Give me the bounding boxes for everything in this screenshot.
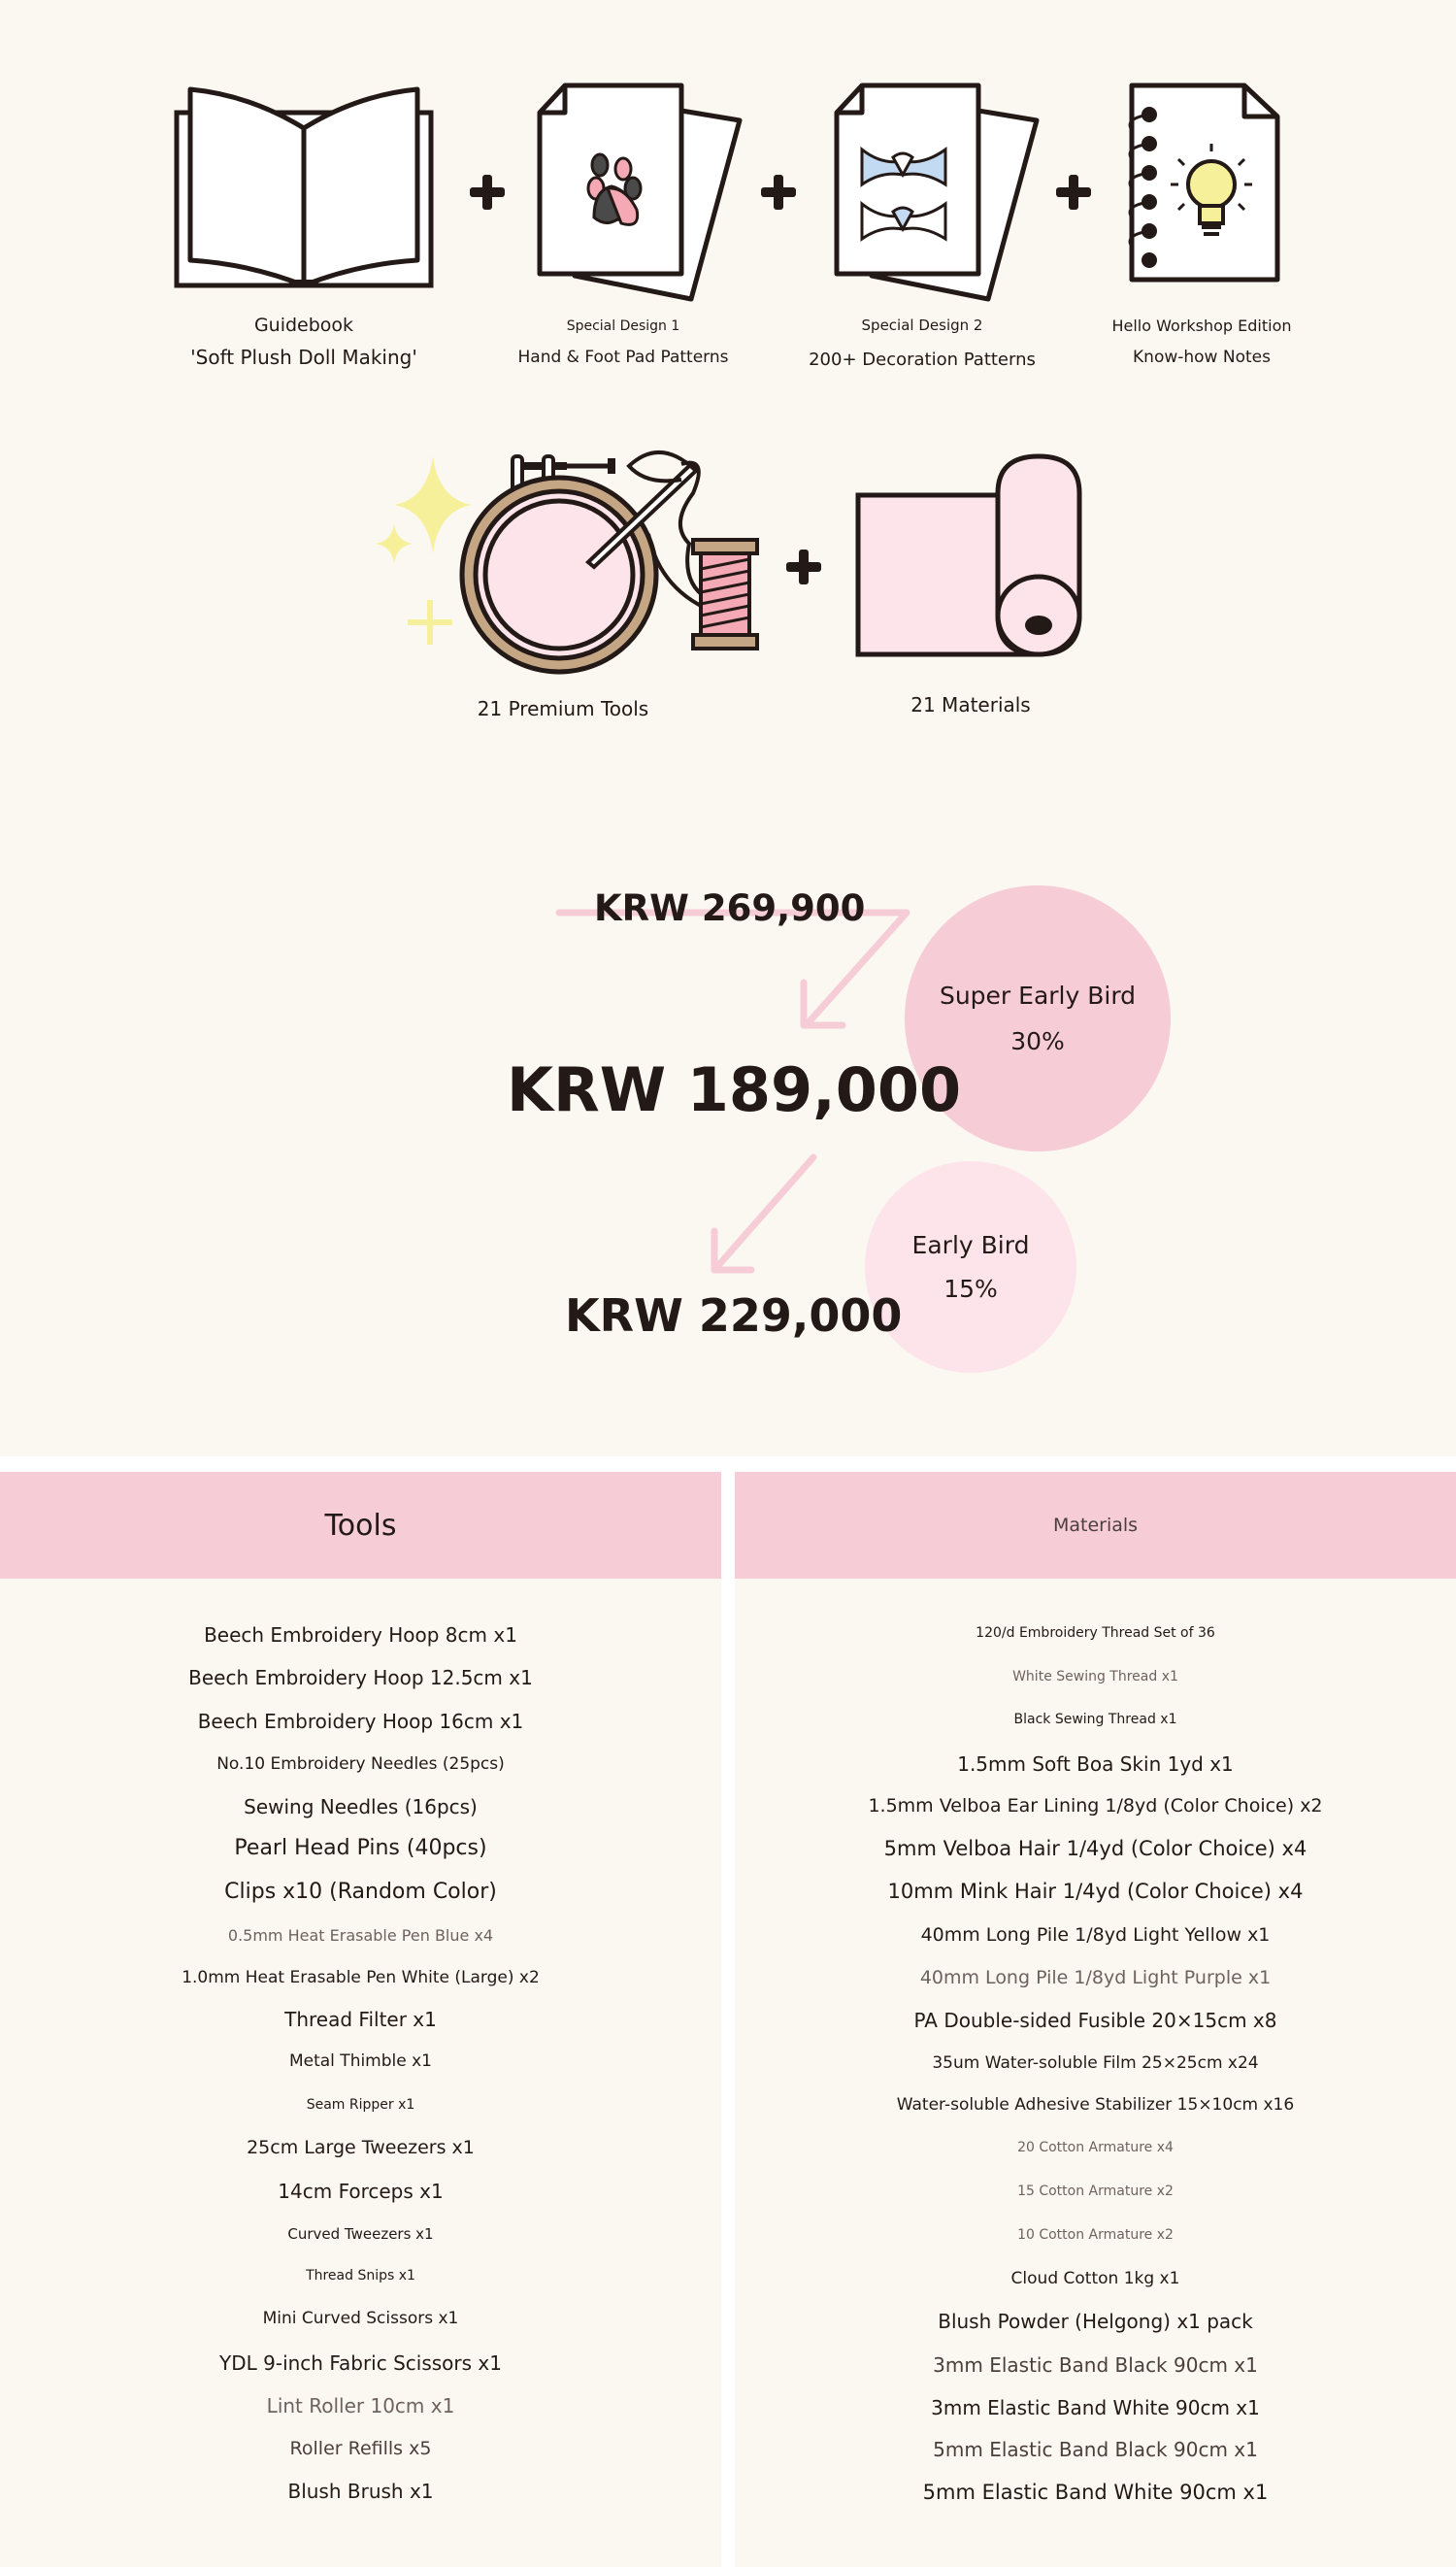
kit-materials-label: 21 Materials <box>910 693 1031 717</box>
list-item: Black Sewing Thread x1 <box>1013 1712 1177 1727</box>
list-item: Roller Refills x5 <box>289 2438 432 2459</box>
materials-title: Materials <box>1052 1515 1139 1536</box>
list-item: Beech Embroidery Hoop 8cm x1 <box>204 1623 517 1647</box>
super-early-bird-discount: 30% <box>1010 1027 1065 1055</box>
bow-pattern-icon <box>833 82 1046 305</box>
section-divider <box>0 1456 1456 1472</box>
early-bird-price: KRW 229,000 <box>565 1289 903 1342</box>
list-item: 5mm Velboa Hair 1/4yd (Color Choice) x4 <box>883 1837 1307 1860</box>
list-item: 20 Cotton Armature x4 <box>1017 2140 1174 2155</box>
plus-icon <box>759 173 798 212</box>
list-item: 5mm Elastic Band Black 90cm x1 <box>933 2438 1258 2461</box>
component-2-title: Special Design 1 <box>566 318 680 334</box>
list-item: 15 Cotton Armature x2 <box>1017 2184 1174 2199</box>
component-1-subtitle: 'Soft Plush Doll Making' <box>190 346 417 369</box>
list-item: No.10 Embroidery Needles (25pcs) <box>216 1754 505 1774</box>
list-item: 10 Cotton Armature x2 <box>1017 2227 1174 2243</box>
thread-spool-icon <box>689 536 761 652</box>
tools-header <box>0 1472 721 1579</box>
plus-icon <box>468 173 507 212</box>
list-item: Water-soluble Adhesive Stabilizer 15×10cm x16 <box>896 2095 1295 2115</box>
super-early-bird-price: KRW 189,000 <box>507 1054 962 1125</box>
tools-title: Tools <box>324 1508 397 1543</box>
paw-pattern-icon <box>536 82 749 305</box>
list-item: YDL 9-inch Fabric Scissors x1 <box>219 2351 502 2375</box>
list-item: Blush Powder (Helgong) x1 pack <box>938 2310 1253 2333</box>
list-item: Beech Embroidery Hoop 16cm x1 <box>197 1710 524 1733</box>
open-book-icon <box>173 78 435 291</box>
list-item: 14cm Forceps x1 <box>278 2180 444 2203</box>
column-separator <box>721 1472 735 2567</box>
early-bird-label: Early Bird <box>911 1231 1030 1259</box>
list-item: 10mm Mink Hair 1/4yd (Color Choice) x4 <box>887 1880 1304 1903</box>
list-item: White Sewing Thread x1 <box>1012 1669 1178 1684</box>
list-item: 120/d Embroidery Thread Set of 36 <box>976 1625 1215 1641</box>
component-2-subtitle: Hand & Foot Pad Patterns <box>517 348 729 367</box>
fabric-roll-icon <box>854 452 1093 660</box>
list-item: Sewing Needles (16pcs) <box>244 1795 478 1818</box>
component-4-title: Hello Workshop Edition <box>1111 317 1292 335</box>
list-item: 5mm Elastic Band White 90cm x1 <box>922 2481 1269 2504</box>
list-item: Cloud Cotton 1kg x1 <box>1010 2269 1180 2288</box>
list-item: 1.5mm Velboa Ear Lining 1/8yd (Color Choice) x2 <box>868 1795 1323 1817</box>
super-early-bird-label: Super Early Bird <box>939 982 1137 1010</box>
list-item: Beech Embroidery Hoop 12.5cm x1 <box>188 1666 533 1689</box>
list-item: 40mm Long Pile 1/8yd Light Purple x1 <box>919 1967 1272 1988</box>
list-item: 3mm Elastic Band White 90cm x1 <box>931 2396 1260 2419</box>
plus-icon <box>1054 173 1093 212</box>
early-arrow-icon <box>707 1151 833 1278</box>
component-1-title: Guidebook <box>253 315 354 336</box>
list-item: Thread Filter x1 <box>284 2008 437 2031</box>
plus-icon <box>784 548 823 586</box>
component-3-subtitle: 200+ Decoration Patterns <box>809 350 1036 370</box>
component-3-title: Special Design 2 <box>861 317 983 334</box>
original-price: KRW 269,900 <box>594 887 866 929</box>
kit-tools-label: 21 Premium Tools <box>477 697 649 720</box>
list-item: Seam Ripper x1 <box>306 2097 415 2113</box>
early-bird-discount: 15% <box>943 1275 998 1303</box>
list-item: Mini Curved Scissors x1 <box>262 2309 459 2328</box>
list-item: 35um Water-soluble Film 25×25cm x24 <box>932 2053 1259 2073</box>
list-item: PA Double-sided Fusible 20×15cm x8 <box>913 2009 1277 2032</box>
lightbulb-notebook-icon <box>1118 82 1283 285</box>
list-item: Clips x10 (Random Color) <box>224 1880 497 1904</box>
list-item: Lint Roller 10cm x1 <box>266 2394 455 2417</box>
list-item: 40mm Long Pile 1/8yd Light Yellow x1 <box>920 1924 1271 1946</box>
list-item: Thread Snips x1 <box>306 2268 415 2284</box>
component-4-subtitle: Know-how Notes <box>1133 348 1271 367</box>
list-item: Metal Thimble x1 <box>288 2051 433 2071</box>
list-item: Curved Tweezers x1 <box>287 2225 434 2243</box>
list-item: 1.5mm Soft Boa Skin 1yd x1 <box>957 1752 1234 1776</box>
list-item: 3mm Elastic Band Black 90cm x1 <box>933 2353 1258 2377</box>
materials-header <box>735 1472 1456 1579</box>
list-item: 1.0mm Heat Erasable Pen White (Large) x2 <box>182 1968 540 1987</box>
list-item: Pearl Head Pins (40pcs) <box>234 1836 487 1860</box>
list-item: 0.5mm Heat Erasable Pen Blue x4 <box>227 1926 494 1945</box>
list-item: 25cm Large Tweezers x1 <box>247 2137 475 2158</box>
list-item: Blush Brush x1 <box>287 2480 434 2503</box>
